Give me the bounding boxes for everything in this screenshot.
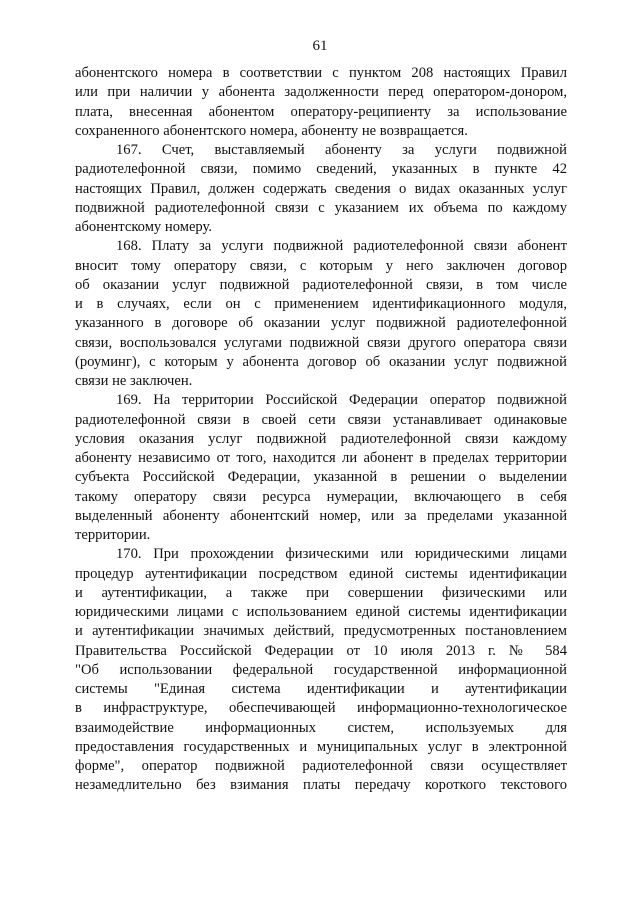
text-line: территории.: [75, 527, 151, 543]
text-line: и в случаях, если он с применением идентификационного модуля,: [75, 296, 567, 312]
text-line: радиотелефонной связи в своей сети связи устанавливает одинаковые: [75, 411, 567, 428]
text-line: связи, воспользовался услугами подвижной связи другого оператора связи: [75, 334, 567, 351]
text-line: предоставления государственных и муниципальных услуг в электронной: [75, 738, 567, 755]
text-line: системы "Единая система идентификации и аутентификации: [75, 681, 567, 697]
text-line: 168. Плату за услуги подвижной радиотелефонной связи абонент: [116, 238, 567, 255]
text-line: и аутентификации, а также при совершении физическими или: [75, 584, 567, 601]
text-line: 170. При прохождении физическими или юридическими лицами: [116, 546, 567, 563]
text-line: "Об использовании федеральной государственной информационной: [75, 661, 567, 678]
text-line: абонентского номера в соответствии с пунктом 208 настоящих Правил: [75, 65, 567, 81]
text-line: 169. На территории Российской Федерации оператор подвижной: [116, 392, 567, 409]
text-line: (роуминг), с которым у абонента договор об оказании услуг подвижной: [75, 353, 567, 370]
text-line: или при наличии у абонента задолженности перед оператором-донором,: [75, 84, 567, 101]
text-line: условия оказания услуг подвижной радиотелефонной связи каждому: [75, 430, 567, 447]
text-line: и аутентификации значимых действий, предусмотренных постановлением: [75, 623, 567, 640]
text-line: об оказании услуг подвижной радиотелефонной связи, в том числе: [75, 276, 567, 293]
text-line: юридическими лицами с использованием единой системы идентификации: [75, 604, 567, 620]
text-line: форме", оператор подвижной радиотелефонной связи осуществляет: [75, 758, 567, 774]
text-line: плата, внесенная абонентом оператору-реципиенту за использование: [75, 103, 567, 120]
text-line: 167. Счет, выставляемый абоненту за услуги подвижной: [116, 142, 567, 158]
text-line: сохраненного абонентского номера, абоненту не возвращается.: [75, 122, 468, 139]
text-line: связи не заключен.: [75, 373, 193, 389]
text-line: указанного в договоре об оказании услуг подвижной радиотелефонной: [75, 315, 567, 332]
text-line: в инфраструктуре, обеспечивающей информационно-технологическое: [75, 700, 567, 717]
text-line: процедур аутентификации посредством единой системы идентификации: [75, 565, 567, 582]
text-line: абонентскому номеру.: [75, 219, 213, 235]
text-line: незамедлительно без взимания платы передачу короткого текстового: [75, 777, 567, 794]
text-line: взаимодействие информационных систем, используемых для: [75, 719, 567, 736]
text-line: такому оператору связи ресурса нумерации, включающего в себя: [75, 488, 567, 505]
text-line: субъекта Российской Федерации, указанной в решении о выделении: [75, 469, 567, 486]
text-line: подвижной радиотелефонной связи с указанием их объема по каждому: [75, 199, 567, 216]
text-line: Правительства Российской Федерации от 10 июля 2013 г. № 584: [75, 642, 567, 659]
text-line: настоящих Правил, должен содержать сведения о видах оказанных услуг: [75, 180, 567, 197]
text-line: абоненту независимо от того, находится ли абонент в пределах территории: [75, 450, 567, 466]
text-line: вносит тому оператору связи, с которым у него заключен договор: [75, 257, 567, 274]
text-line: радиотелефонной связи, помимо сведений, указанных в пункте 42: [75, 161, 567, 178]
page-number: 61: [312, 38, 328, 54]
document-body: [75, 64, 567, 796]
text-line: выделенный абоненту абонентский номер, или за пределами указанной: [75, 507, 567, 524]
